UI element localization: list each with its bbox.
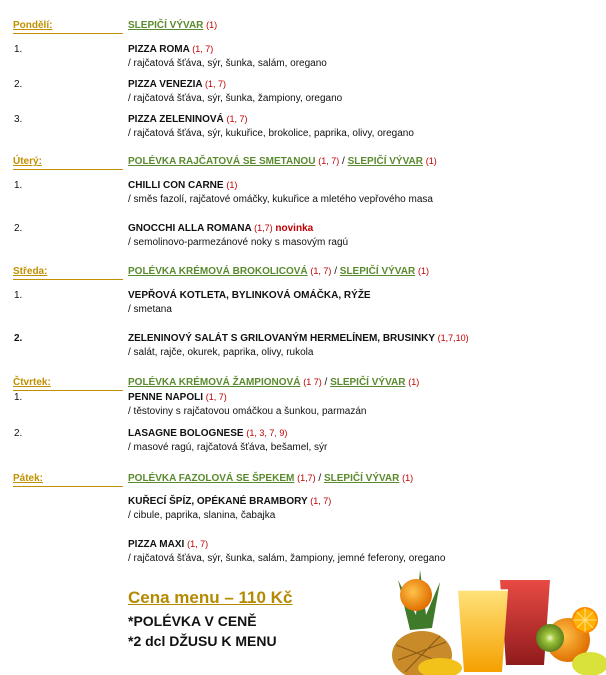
soup-allergens: (1) — [206, 20, 218, 30]
menu-item-name: PIZZA ROMA (1, 7) — [128, 44, 214, 55]
soup-line-monday — [128, 20, 217, 31]
soup-allergens: (1) — [425, 156, 437, 166]
fruit-juice-illustration — [380, 560, 606, 675]
soup-line-tuesday — [128, 156, 437, 167]
day-label-thursday: Čtvrtek: — [13, 377, 51, 388]
day-underline — [13, 390, 123, 391]
soup-separator: / — [324, 377, 328, 388]
item-allergens: (1,7) — [254, 223, 273, 233]
soup-separator: / — [318, 473, 322, 484]
item-number: 2. — [14, 223, 23, 234]
menu-item-description: / semolinovo-parmezánové noky s masovým ragú — [128, 237, 349, 248]
note-juice-included: *2 dcl DŽUSU K MENU — [128, 633, 277, 649]
day-label-monday: Pondělí: — [13, 20, 53, 31]
note-soup-included: *POLÉVKA V CENĚ — [128, 613, 257, 629]
menu-item-name: LASAGNE BOLOGNESE (1, 3, 7, 9) — [128, 428, 288, 439]
soup-line-thursday — [128, 377, 419, 388]
menu-item-name: PENNE NAPOLI (1, 7) — [128, 392, 227, 403]
item-number: 1. — [14, 44, 23, 55]
item-number: 2. — [14, 333, 23, 344]
item-number: 1. — [14, 290, 23, 301]
soup-name: POLÉVKA RAJČATOVÁ SE SMETANOU — [128, 156, 316, 167]
soup-name: SLEPIČÍ VÝVAR — [347, 156, 423, 167]
menu-item-description: / rajčatová šťáva, sýr, šunka, žampiony, oregano — [128, 93, 343, 104]
soup-allergens: (1,7) — [297, 473, 316, 483]
menu-item-description: / rajčatová šťáva, sýr, kukuřice, brokolice, paprika, olivy, oregano — [128, 128, 414, 139]
soup-name: SLEPIČÍ VÝVAR — [323, 473, 400, 484]
soup-name: POLÉVKA KRÉMOVÁ ŽAMPIONOVÁ — [128, 377, 301, 388]
menu-price: Cena menu – 110 Kč — [128, 588, 293, 607]
day-underline — [13, 279, 123, 280]
menu-item-description: / rajčatová šťáva, sýr, šunka, salám, oregano — [128, 58, 327, 69]
orange-icon — [400, 579, 432, 611]
soup-allergens: (1) — [402, 473, 414, 483]
soup-name: SLEPIČÍ VÝVAR — [330, 377, 406, 388]
soup-line-wednesday — [128, 266, 429, 277]
menu-item-name: PIZZA ZELENINOVÁ (1, 7) — [128, 114, 248, 125]
item-allergens: (1, 7) — [192, 44, 214, 54]
item-allergens: (1, 3, 7, 9) — [246, 428, 288, 438]
new-item-badge: novinka — [275, 223, 314, 234]
soup-name: POLÉVKA KRÉMOVÁ BROKOLICOVÁ — [128, 266, 308, 277]
soup-allergens: (1 7) — [303, 377, 322, 387]
day-underline — [13, 169, 123, 170]
soup-separator: / — [342, 156, 345, 167]
menu-item-description: / těstoviny s rajčatovou omáčkou a šunkou, parmazán — [128, 406, 367, 417]
item-allergens: (1, 7) — [205, 392, 227, 402]
item-number: 2. — [14, 428, 23, 439]
day-label-tuesday: Úterý: — [13, 156, 42, 167]
item-number: 2. — [14, 79, 23, 90]
menu-item-name: GNOCCHI ALLA ROMANA (1,7) novinka — [128, 223, 314, 234]
menu-item-name: PIZZA VENEZIA (1, 7) — [128, 79, 227, 90]
item-allergens: (1, 7) — [205, 79, 227, 89]
day-underline — [13, 486, 123, 487]
menu-item-description: / rajčatová šťáva, sýr, šunka, salám, žampiony, jemné feferony, oregano — [128, 553, 446, 564]
item-allergens: (1) — [226, 180, 238, 190]
item-allergens: (1, 7) — [226, 114, 248, 124]
menu-item-name: ZELENINOVÝ SALÁT S GRILOVANÝM HERMELÍNEM, BRUSINKY (1,7,10) — [128, 333, 469, 344]
item-allergens: (1,7,10) — [437, 333, 469, 343]
item-number: 1. — [14, 180, 23, 191]
day-label-friday: Pátek: — [13, 473, 44, 484]
soup-allergens: (1, 7) — [318, 156, 340, 166]
menu-item-description: / masové ragú, rajčatová šťáva, bešamel, sýr — [128, 442, 328, 453]
item-allergens: (1, 7) — [310, 496, 332, 506]
day-label-wednesday: Středa: — [13, 266, 48, 277]
menu-item-name: PIZZA MAXI (1, 7) — [128, 539, 209, 550]
item-number: 1. — [14, 392, 23, 403]
day-underline — [13, 33, 123, 34]
orange-juice-glass-icon — [458, 590, 508, 672]
soup-name: SLEPIČÍ VÝVAR — [128, 20, 204, 31]
soup-allergens: (1) — [417, 266, 429, 276]
menu-item-description: / salát, rajče, okurek, paprika, olivy, rukola — [128, 347, 314, 358]
soup-allergens: (1, 7) — [310, 266, 332, 276]
soup-line-friday — [128, 473, 413, 484]
menu-item-name: KUŘECÍ ŠPÍZ, OPÉKANÉ BRAMBORY (1, 7) — [128, 496, 332, 507]
soup-name: SLEPIČÍ VÝVAR — [339, 266, 416, 277]
menu-item-description: / smetana — [128, 304, 172, 315]
menu-item-name: VEPŘOVÁ KOTLETA, BYLINKOVÁ OMÁČKA, RÝŽE — [128, 290, 371, 301]
soup-name: POLÉVKA FAZOLOVÁ SE ŠPEKEM — [128, 473, 295, 484]
kiwi-slice-icon — [536, 624, 564, 652]
item-number: 3. — [14, 114, 23, 125]
item-allergens: (1, 7) — [187, 539, 209, 549]
soup-separator: / — [334, 266, 337, 277]
soup-allergens: (1) — [408, 377, 420, 387]
menu-item-description: / směs fazolí, rajčatové omáčky, kukuřice a mletého vepřového masa — [128, 194, 433, 205]
menu-item-description: / cibule, paprika, slanina, čabajka — [128, 510, 276, 521]
menu-item-name: CHILLI CON CARNE (1) — [128, 180, 238, 191]
